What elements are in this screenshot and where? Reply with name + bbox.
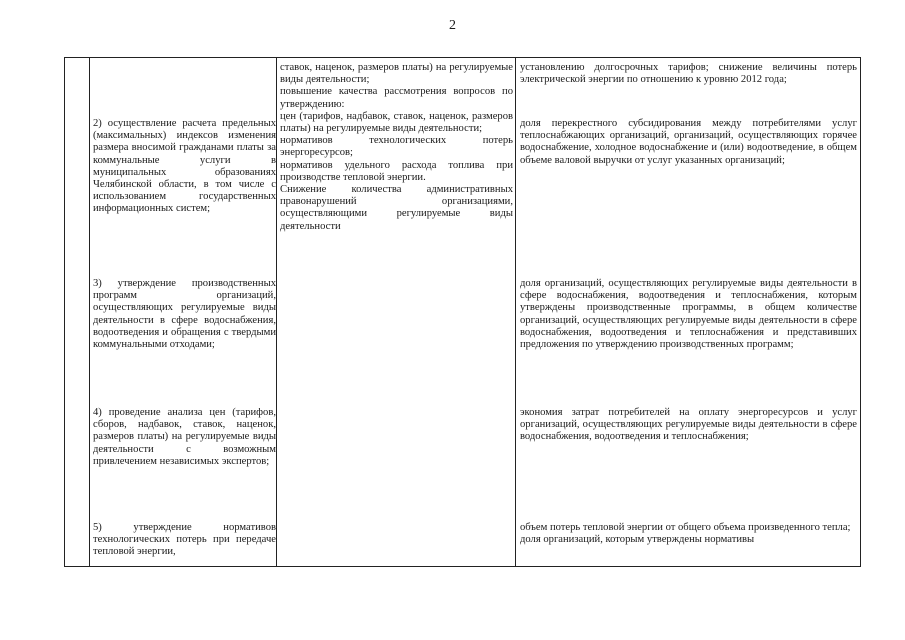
measure-line: ставок, наценок, размеров платы) на регулируемые виды деятельности; <box>280 62 513 86</box>
task-item: 3) утверждение производственных программ организаций, осуществляющих регулируемые виды деятельности в сфере водоснабжения, водоотведения и обращения с твердыми коммунальными отходами; <box>93 278 276 351</box>
indicator-item: объем потерь тепловой энергии от общего объема произведенного тепла; доля организаций, которым утверждены нормативы <box>520 522 851 546</box>
table-border-right <box>860 57 861 567</box>
indicator-item: экономия затрат потребителей на оплату энергоресурсов и услуг организаций, осуществляющих регулируемые виды деятельности в сфере водоснабжения, водоотведения и теплоснабжения; <box>520 407 857 443</box>
page-number: 2 <box>449 18 456 33</box>
measure-line: повышение качества рассмотрения вопросов по утверждению: <box>280 86 513 110</box>
measure-line: цен (тарифов, надбавок, ставок, наценок, размеров платы) на регулируемые виды деятельности; <box>280 110 513 135</box>
table-border-left <box>64 57 65 567</box>
measures-cell <box>280 62 513 233</box>
table-border-bottom <box>64 566 861 567</box>
task-item: 5) утверждение нормативов технологических потерь при передаче тепловой энергии, <box>93 522 276 558</box>
task-item: 4) проведение анализа цен (тарифов, сборов, надбавок, ставок, наценок, размеров платы) на регулируемые виды деятельности с возможным привлечением независимых экспертов; <box>93 407 276 467</box>
indicator-item: доля организаций, осуществляющих регулируемые виды деятельности в сфере водоснабжения, водоотведения и теплоснабжения, которым утверждены производственные программы, в общем количестве организаций, осуществляющих регулируемые виды деятельности в сфере водоснабжения, водоотведения и теплоснабжения и представивших предложения по утверждению производственных программ; <box>520 278 857 351</box>
indicator-item: установлению долгосрочных тарифов; снижение величины потерь электрической энергии по отношению к уровню 2012 года; <box>520 62 857 86</box>
measure-line: нормативов удельного расхода топлива при производстве тепловой энергии. <box>280 159 513 183</box>
table-column-divider <box>276 57 277 567</box>
indicator-item: доля перекрестного субсидирования между потребителями услуг теплоснабжающих организаций, организаций, осуществляющих горячее водоснабжение, холодное водоснабжение и (или) водоотведение, в общем объеме валовой выручки от услуг указанных организаций; <box>520 118 857 166</box>
measure-line: нормативов технологических потерь энергоресурсов; <box>280 135 513 159</box>
table-column-divider <box>515 57 516 567</box>
task-item: 2) осуществление расчета предельных (максимальных) индексов изменения размера вносимой гражданами платы за коммунальные услуги в муниципальных образованиях Челябинской области, в том числе с использованием государственных информационных систем; <box>93 118 276 215</box>
table-column-divider <box>89 57 90 567</box>
measure-line: Снижение количества административных правонарушений организациями, осуществляющими регулируемые виды деятельности <box>280 184 513 232</box>
program-table <box>64 57 861 567</box>
table-border-top <box>64 57 861 58</box>
